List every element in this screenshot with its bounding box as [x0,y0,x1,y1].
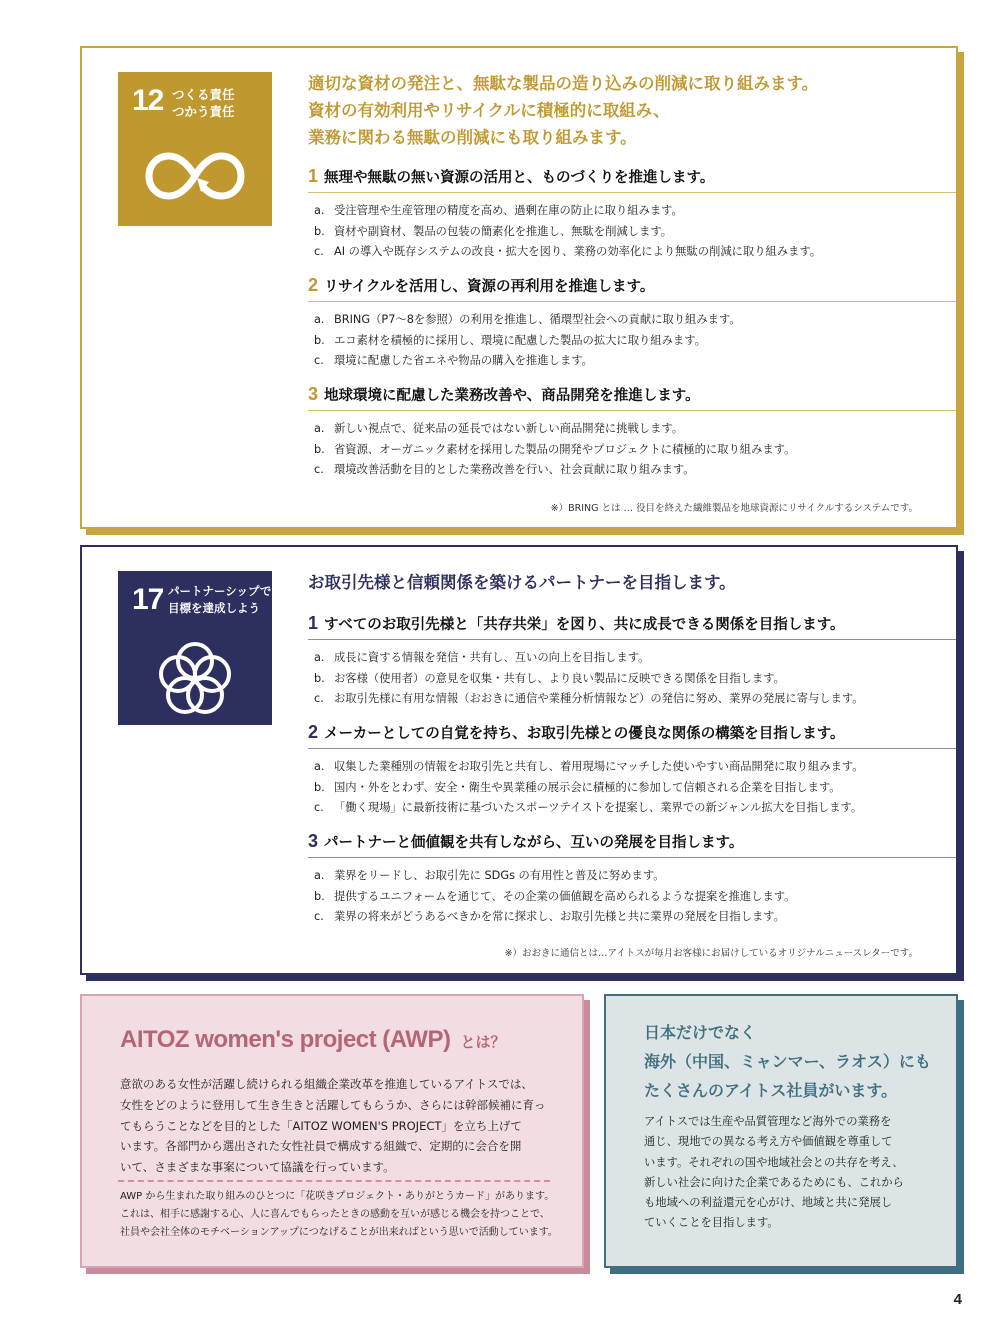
item-letter: a. [314,204,325,217]
item-text: お取引先様に有用な情報（おおきに通信や業種分析情報など）の発信に努め、業界の発展に寄与します。 [334,692,864,705]
item-letter: c. [314,245,324,258]
sdg17-goal-2-number: 2 [308,722,319,742]
item-letter: a. [314,313,325,326]
item-letter: c. [314,354,324,367]
overseas-body-line: 新しい社会に向けた企業であるためにも、これから [644,1175,904,1189]
item-letter: b. [314,889,325,903]
sdg17-goal-3-number: 3 [308,831,319,851]
item-text: 国内・外をとわず、安全・衛生や異業種の展示会に積極的に参加して信頼される企業を目指します。 [334,780,841,794]
flower-rings-icon [155,639,235,719]
awp-divider [118,1180,550,1182]
item-text: 資材や副資材、製品の包装の簡素化を推進し、無駄を削減します。 [334,224,673,238]
awp-panel [80,994,584,1268]
infinity-icon [143,148,247,204]
sdg12-goal-3-number: 3 [308,384,319,404]
list-item [308,907,956,928]
sdg12-number: 12 [132,84,164,117]
awp-note [120,1188,558,1242]
sdg12-label [172,86,235,120]
sdg17-headline-line1: お取引先様と信頼関係を築けるパートナーを目指します。 [308,573,736,592]
overseas-body-line: も地域への利益還元を心がけ、地域と共に発展し [644,1196,893,1210]
overseas-headline-line2: 海外（中国、ミャンマー、ラオス）にも [644,1052,931,1071]
list-item [308,669,956,690]
overseas-body [644,1112,904,1234]
item-text: 成長に資する情報を発信・共有し、互いの向上を目指します。 [334,651,650,664]
list-item [308,201,956,222]
list-item [308,222,956,243]
sdg17-goal-3 [308,831,956,928]
sdg17-goal-2 [308,722,956,819]
sdg12-goal-2-items [308,310,956,372]
item-letter: b. [314,442,325,456]
item-letter: a. [314,869,325,882]
item-text: AI の導入や既存システムの改良・拡大を図り、業務の効率化により無駄の削減に取り組みます。 [334,245,822,258]
sdg12-headline-line2: 資材の有効利用やリサイクルに積極的に取組み、 [308,101,670,120]
list-item [308,887,956,908]
sdg17-goal-1-title-row [308,613,956,639]
sdg17-label-line2: 目標を達成しよう [168,601,260,615]
item-text: 業界をリードし、お取引先に SDGs の有用性と普及に努めます。 [334,869,665,882]
item-text: お客様（使用者）の意見を収集・共有し、より良い製品に反映できる関係を目指します。 [334,671,785,685]
item-text: 環境に配慮した省エネや物品の購入を推進します。 [334,354,593,367]
item-letter: b. [314,224,325,238]
overseas-panel [604,994,958,1268]
sdg12-goal-1-items [308,201,956,263]
item-text: 「働く現場」に最新技術に基づいたスポーツテイストを提案し、業界での新ジャンル拡大を目指します。 [334,801,863,814]
item-letter: c. [314,692,324,705]
awp-title [120,1026,505,1054]
list-item [308,689,956,710]
sdg12-footnote: ※）BRING とは … 役目を終えた繊維製品を地球資源にリサイクルするシステムです。 [550,503,918,514]
sdg17-goal-1 [308,613,956,710]
sdg17-goal-3-rule [308,857,956,858]
sdg17-goal-1-items [308,648,956,710]
awp-body-line: いて、さまざまな事案について協議を行っています。 [120,1160,395,1175]
item-letter: a. [314,422,325,435]
item-letter: b. [314,780,325,794]
sdg12-goal-3-rule [308,410,956,411]
sdg17-goal-2-title: メーカーとしての自覚を持ち、お取引先様との優良な関係の構築を目指します。 [324,726,845,742]
sdg12-headline [308,70,818,151]
awp-body-line: います。各部門から選出された女性社員で構成する組織で、定期的に会合を開 [120,1139,522,1154]
item-text: 提供するユニフォームを通じて、その企業の価値観を高められるような提案を推進します。 [334,889,796,903]
sdg12-goal-2-number: 2 [308,275,319,295]
sdg12-goal-2-title: リサイクルを活用し、資源の再利用を推進します。 [324,279,655,295]
sdg12-badge [118,72,272,226]
page-number: 4 [953,1291,962,1308]
overseas-body-line: ていくことを目指します。 [644,1216,779,1230]
item-letter: b. [314,671,325,685]
overseas-headline [644,1018,931,1105]
sdg17-number: 17 [132,583,164,616]
awp-note-line: 社員や会社全体のモチベーションアップにつなげることが出来ればという思いで活動しています。 [120,1227,558,1238]
sdg17-goal-2-rule [308,748,956,749]
sdg17-label [168,583,271,617]
item-letter: c. [314,910,324,923]
sdg17-goal-3-items [308,866,956,928]
awp-body-line: 意欲のある女性が活躍し続けられる組織企業改革を推進しているアイトスでは、 [120,1077,533,1091]
sdg12-goal-1-title: 無理や無駄の無い資源の活用と、ものづくりを推進します。 [324,170,715,186]
awp-title-suffix: とは？ [460,1033,506,1051]
list-item [308,440,956,461]
sdg12-goal-1-title-row [308,166,956,192]
sdg12-goal-2-title-row [308,275,956,301]
awp-body [120,1074,546,1178]
sdg12-goal-1 [308,166,956,263]
sdg17-goal-3-title: パートナーと価値観を共有しながら、互いの発展を目指します。 [324,835,744,851]
list-item [308,798,956,819]
sdg12-headline-line1: 適切な資材の発注と、無駄な製品の造り込みの削減に取り組みます。 [308,74,819,93]
sdg17-panel [80,545,958,975]
list-item [308,310,956,331]
sdg12-headline-line3: 業務に関わる無駄の削減にも取り組みます。 [308,128,637,147]
sdg12-goal-3-title: 地球環境に配慮した業務改善や、商品開発を推進します。 [324,388,700,404]
list-item [308,778,956,799]
list-item [308,351,956,372]
sdg12-goal-2 [308,275,956,372]
awp-body-line: てもらうことなどを目的とした「AITOZ WOMEN'S PROJECT」を立ち上げて [120,1118,522,1133]
item-text: 省資源、オーガニック素材を採用した製品の開発やプロジェクトに積極的に取り組みます。 [334,442,796,456]
overseas-body-line: います。それぞれの国や地域社会との共存を考え、 [644,1155,904,1169]
item-text: 環境改善活動を目的とした業務改善を行い、社会貢献に取り組みます。 [334,463,695,476]
overseas-headline-line3: たくさんのアイトス社員がいます。 [644,1081,898,1100]
sdg12-goal-3-title-row [308,384,956,410]
overseas-headline-line1: 日本だけでなく [644,1023,757,1042]
item-letter: a. [314,651,325,664]
sdg12-label-line1: つくる責任 [172,87,235,102]
sdg12-goal-1-number: 1 [308,166,319,186]
sdg17-goal-3-title-row [308,831,956,857]
sdg17-badge [118,571,272,725]
sdg17-goal-1-title: すべてのお取引先様と「共存共栄」を図り、共に成長できる関係を目指します。 [324,617,845,633]
item-letter: b. [314,333,325,347]
awp-title-main: AITOZ women's project (AWP) [120,1026,451,1053]
item-text: エコ素材を積極的に採用し、環境に配慮した製品の拡大に取り組みます。 [334,333,706,347]
awp-note-line: これは、相手に感謝する心、人に喜んでもらったときの感動を互いが感じる機会を持つことで、 [120,1209,550,1220]
sdg12-panel [80,46,958,529]
awp-note-line: AWP から生まれた取り組みのひとつに「花咲きプロジェクト・ありがとうカード」があります。 [120,1191,555,1202]
list-item [308,648,956,669]
sdg17-goal-2-items [308,757,956,819]
list-item [308,866,956,887]
item-text: BRING（P7～8を参照）の利用を推進し、循環型社会への貢献に取り組みます。 [334,313,741,326]
sdg12-goal-2-rule [308,301,956,302]
list-item [308,419,956,440]
sdg12-goal-1-rule [308,192,956,193]
list-item [308,242,956,263]
overseas-body-line: アイトスでは生産や品質管理など海外での業務を [644,1115,892,1128]
sdg12-goal-3 [308,384,956,481]
item-text: 業界の将来がどうあるべきかを常に探求し、お取引先様と共に業界の発展を目指します。 [334,910,785,923]
item-text: 収集した業種別の情報をお取引先と共有し、着用現場にマッチした使いやすい商品開発に取り組みます。 [334,760,864,773]
item-text: 新しい視点で、従来品の延長ではない新しい商品開発に挑戦します。 [334,422,684,435]
list-item [308,757,956,778]
sdg12-label-line2: つかう責任 [172,104,235,119]
list-item [308,331,956,352]
overseas-body-line: 通じ、現地での異なる考え方や価値観を尊重して [644,1135,893,1149]
item-letter: a. [314,760,325,773]
item-letter: c. [314,801,324,814]
sdg12-goal-3-items [308,419,956,481]
sdg17-goal-1-number: 1 [308,613,319,633]
item-letter: c. [314,463,324,476]
sdg17-goal-1-rule [308,639,956,640]
sdg17-footnote: ※）おおきに通信とは…アイトスが毎月お客様にお届けしているオリジナルニュースレターです。 [504,948,918,959]
sdg17-goal-2-title-row [308,722,956,748]
sdg17-headline [308,569,736,596]
list-item [308,460,956,481]
sdg17-label-line1: パートナーシップで [168,584,272,598]
item-text: 受注管理や生産管理の精度を高め、過剰在庫の防止に取り組みます。 [334,204,683,217]
awp-body-line: 女性をどのように登用して生き生きと活躍してもらうか、さらには幹部候補に育っ [120,1097,546,1112]
